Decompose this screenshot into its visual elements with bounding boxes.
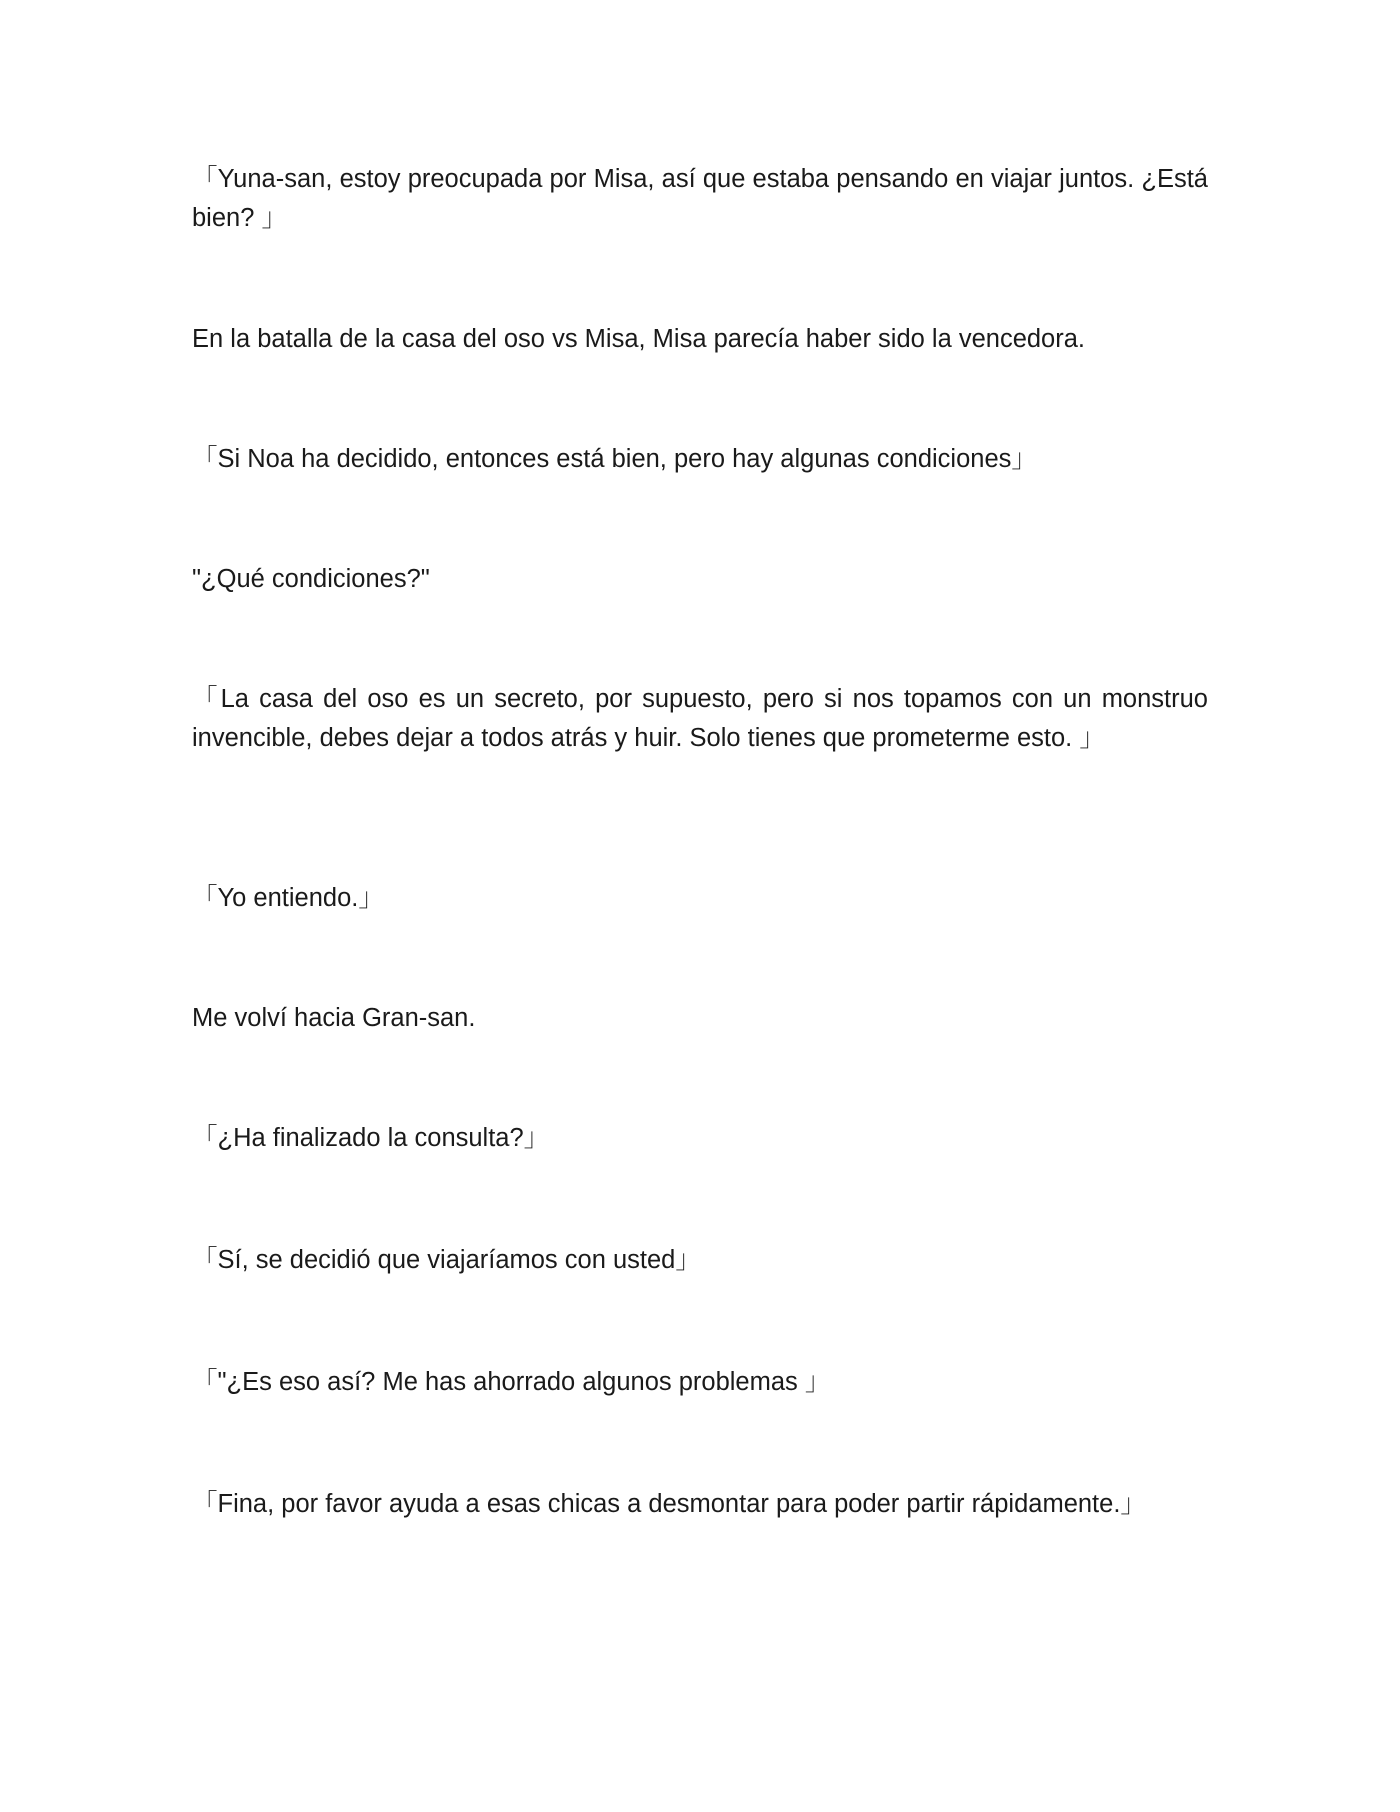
paragraph-8: 「¿Ha finalizado la consulta?」 (192, 1124, 550, 1152)
paragraph-5: 「La casa del oso es un secreto, por supuesto, pero si nos topamos con un monstruo invencible, debes dejar a todos atrás y huir. Solo tienes que prometerme esto. 」 (192, 685, 1208, 752)
paragraph-10: 「"¿Es eso así? Me has ahorrado algunos problemas 」 (192, 1368, 831, 1396)
paragraph-3: 「Si Noa ha decidido, entonces está bien, pero hay algunas condiciones」 (192, 445, 1037, 473)
paragraph-1: 「Yuna-san, estoy preocupada por Misa, así que estaba pensando en viajar juntos. ¿Está bien? 」 (192, 165, 1208, 232)
paragraph-7: Me volví hacia Gran-san. (192, 1004, 476, 1032)
paragraph-2: En la batalla de la casa del oso vs Misa, Misa parecía haber sido la vencedora. (192, 325, 1085, 353)
paragraph-9: 「Sí, se decidió que viajaríamos con usted」 (192, 1246, 701, 1274)
paragraph-4: "¿Qué condiciones?" (192, 565, 430, 593)
paragraph-6: 「Yo entiendo.」 (192, 884, 384, 912)
paragraph-11: 「Fina, por favor ayuda a esas chicas a desmontar para poder partir rápidamente.」 (192, 1490, 1146, 1518)
